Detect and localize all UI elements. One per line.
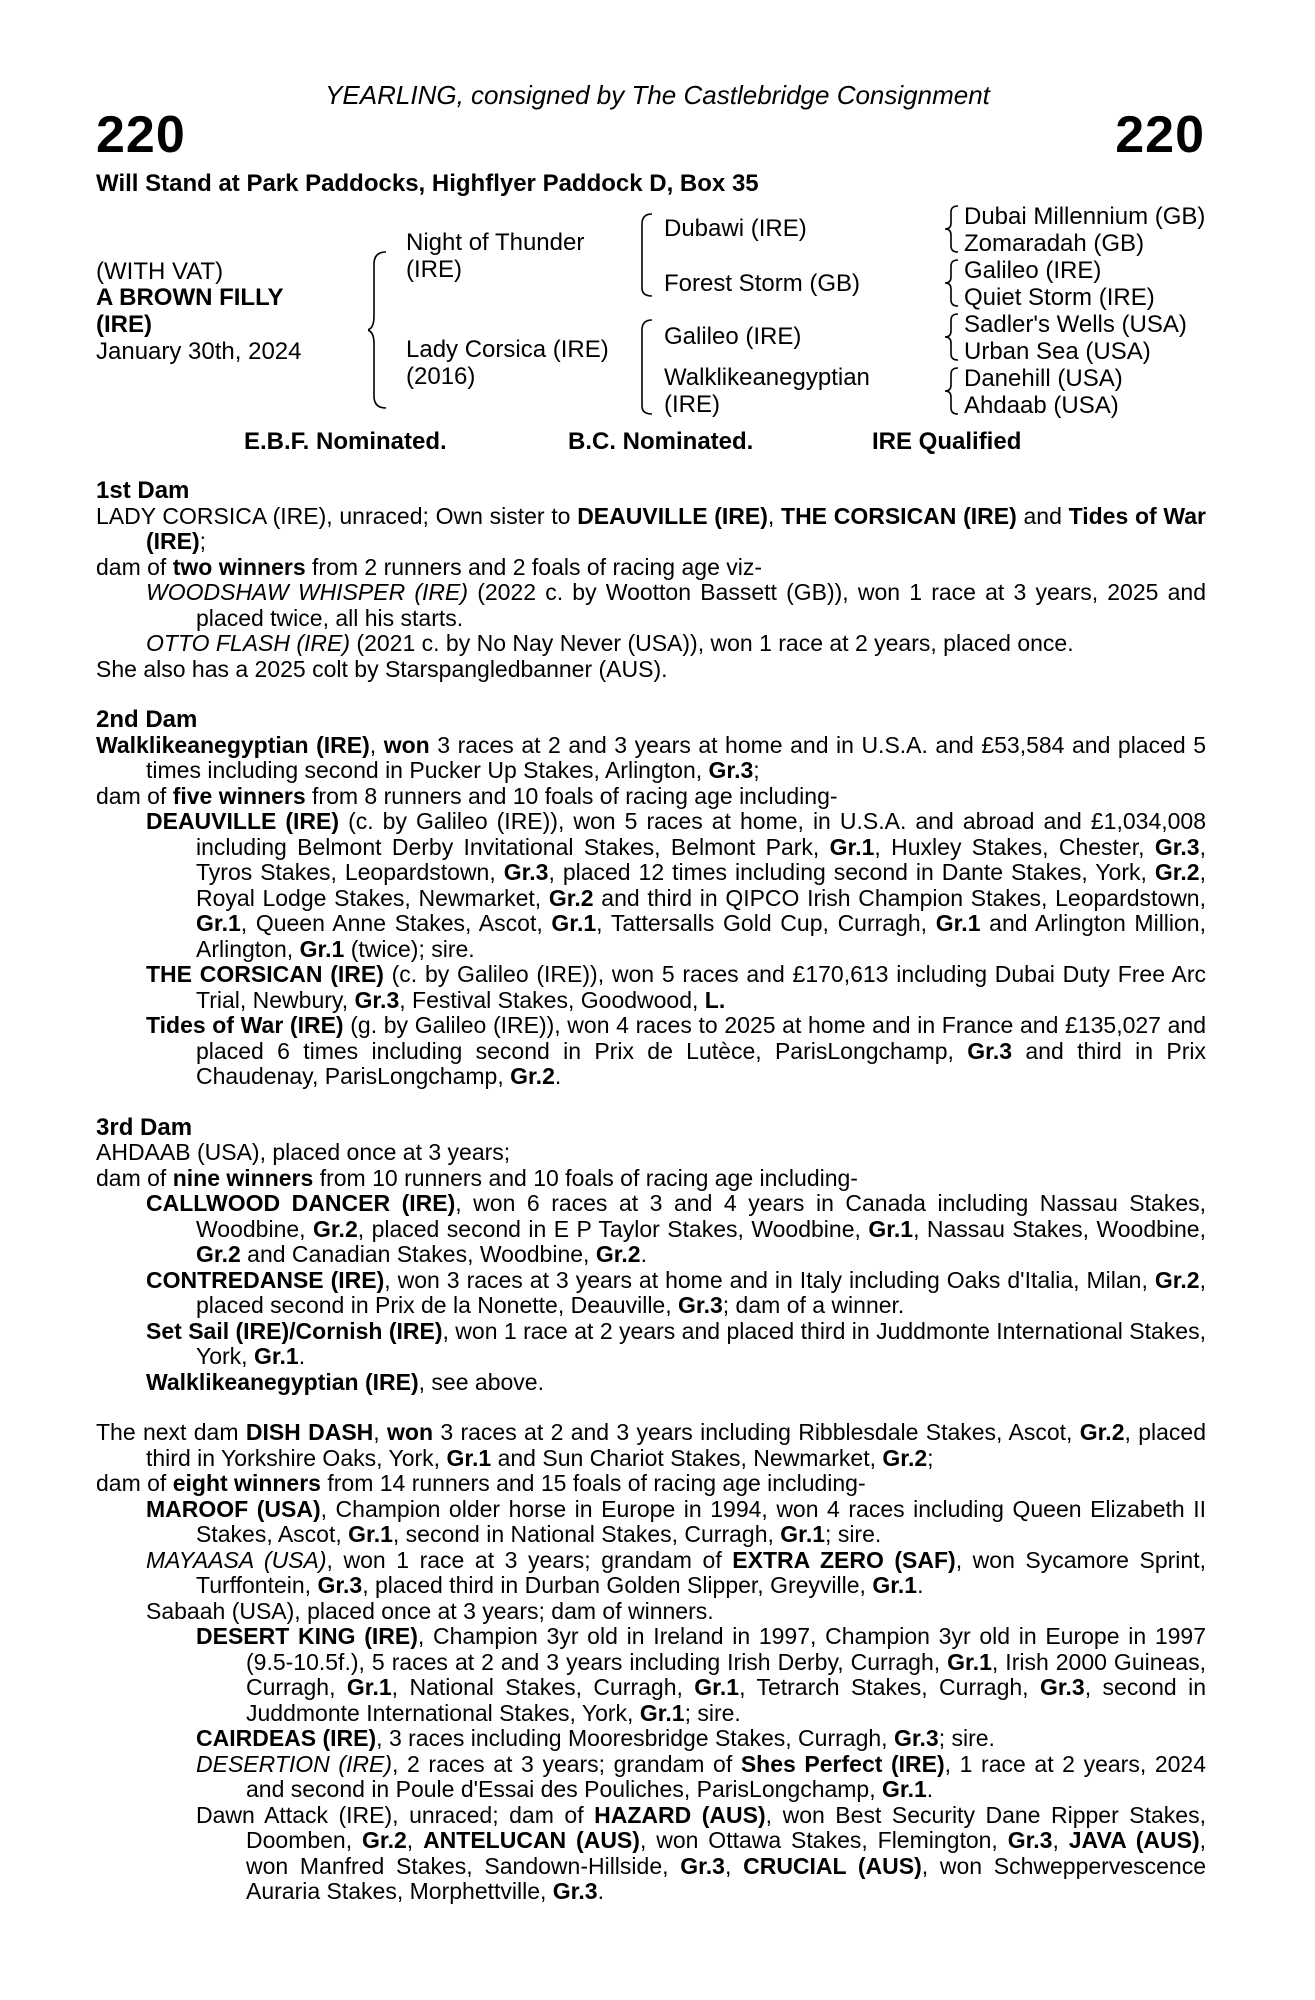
- dam-dam-line2: (IRE): [664, 391, 720, 418]
- second-dam-produce-summary: dam of five winners from 8 runners and 10 foals of racing age including-: [96, 782, 838, 809]
- sire-sire: Dubawi (IRE): [664, 215, 807, 242]
- second-dam-produce-tides: Tides of War (IRE) (g. by Galileo (IRE)), won 4 races to 2025 at home and in France and £135,027 and placed 6 times including second in Prix de Lutèce, ParisLongchamp, Gr.3 and third in Prix Chaudenay, ParisLongchamp, Gr.2.: [146, 1012, 1206, 1089]
- sabaah-produce-desertion: DESERTION (IRE), 2 races at 3 years; grandam of Shes Perfect (IRE), 1 race at 2 years, 2024 and second in Poule d'Essai des Pouliches, ParisLongchamp, Gr.1.: [196, 1750, 1206, 1802]
- next-dam-line: The next dam DISH DASH, won 3 races at 2 and 3 years including Ribblesdale Stakes, Ascot, Gr.2, placed third in Yorkshire Oaks, York, Gr.1 and Sun Chariot Stakes, Newmarket, Gr.2;: [96, 1419, 1206, 1471]
- consignor-subtitle: YEARLING, consigned by The Castlebridge Consignment: [325, 80, 990, 110]
- ebf-nominated: E.B.F. Nominated.: [244, 428, 447, 455]
- dds: Danehill (USA): [964, 365, 1123, 392]
- pedigree-brace-main: [368, 250, 392, 410]
- second-dam-produce-deauville: DEAUVILLE (IRE) (c. by Galileo (IRE)), won 5 races at home, in U.S.A. and abroad and £1,034,008 including Belmont Derby Invitational Stakes, Belmont Park, Gr.1, Huxley Stakes, Chester, Gr.3, Tyros Stakes, Leopardstown, Gr.3, placed 12 times including second in Dante Stakes, York, Gr.2, Royal Lodge Stakes, Newmarket, Gr.2 and third in QIPCO Irish Champion Stakes, Leopardstown, Gr.1, Queen Anne Stakes, Ascot, Gr.1, Tattersalls Gold Cup, Curragh, Gr.1 and Arlington Million, Arlington, Gr.1 (twice); sire.: [146, 808, 1207, 962]
- pedigree-brace-sire: [636, 212, 656, 298]
- third-dam-line: AHDAAB (USA), placed once at 3 years;: [96, 1139, 511, 1165]
- sss: Dubai Millennium (GB): [964, 203, 1206, 230]
- third-dam-produce-contredanse: CONTREDANSE (IRE), won 3 races at 3 years at home and in Italy including Oaks d'Italia, Milan, Gr.2, placed second in Prix de la Nonette, Deauville, Gr.3; dam of a winner.: [146, 1266, 1206, 1318]
- sds: Galileo (IRE): [964, 257, 1102, 284]
- dss: Sadler's Wells (USA): [964, 311, 1187, 338]
- sdd: Quiet Storm (IRE): [964, 284, 1155, 311]
- next-dam-produce-mayaasa: MAYAASA (USA), won 1 race at 3 years; grandam of EXTRA ZERO (SAF), won Sycamore Sprint, Turffontein, Gr.3, placed third in Durban Golden Slipper, Greyville, Gr.1.: [146, 1546, 1206, 1598]
- pedigree-brace-4-3: [944, 312, 960, 362]
- first-dam-produce-2: OTTO FLASH (IRE) (2021 c. by No Nay Never (USA)), won 1 race at 2 years, placed once.: [146, 630, 1074, 656]
- sire-line1: Night of Thunder: [406, 229, 585, 256]
- second-dam-produce-corsican: THE CORSICAN (IRE) (c. by Galileo (IRE)), won 5 races and £170,613 including Dubai Duty Free Arc Trial, Newbury, Gr.3, Festival Stakes, Goodwood, L.: [146, 961, 1206, 1013]
- third-dam-heading: 3rd Dam: [96, 1113, 193, 1141]
- next-dam-produce-maroof: MAROOF (USA), Champion older horse in Europe in 1994, won 4 races including Queen Elizabeth II Stakes, Ascot, Gr.1, second in National Stakes, Curragh, Gr.1; sire.: [146, 1495, 1206, 1547]
- ire-qualified: IRE Qualified: [872, 428, 1022, 455]
- pedigree-narrative: [96, 478, 1206, 1905]
- second-dam-line: Walklikeanegyptian (IRE), won 3 races at 2 and 3 years at home and in U.S.A. and £53,584 and placed 5 times including second in Pucker Up Stakes, Arlington, Gr.3;: [96, 731, 1206, 783]
- pedigree-brace-4-4: [944, 366, 960, 416]
- dam-sire: Galileo (IRE): [664, 323, 802, 350]
- third-dam-produce-setsail: Set Sail (IRE)/Cornish (IRE), won 1 race at 2 years and placed third in Juddmonte International Stakes, York, Gr.1.: [146, 1317, 1206, 1369]
- third-dam-produce-walk: Walklikeanegyptian (IRE), see above.: [146, 1368, 544, 1395]
- first-dam-produce-summary: dam of two winners from 2 runners and 2 foals of racing age viz-: [96, 553, 763, 580]
- sire-dam: Forest Storm (GB): [664, 270, 861, 297]
- lot-number-right: 220: [1115, 106, 1205, 164]
- ssd: Zomaradah (GB): [964, 230, 1145, 257]
- first-dam-heading: 1st Dam: [96, 477, 190, 504]
- lot-number-left: 220: [96, 106, 186, 164]
- dsd: Urban Sea (USA): [964, 338, 1151, 365]
- pedigree-brace-4-1: [944, 204, 960, 254]
- sabaah-produce-dawn-attack: Dawn Attack (IRE), unraced; dam of HAZARD (AUS), won Best Security Dane Ripper Stakes, Doomben, Gr.2, ANTELUCAN (AUS), won Ottawa Stakes, Flemington, Gr.3, JAVA (AUS), won Manfred Stakes, Sandown-Hillside, Gr.3, CRUCIAL (AUS), won Schweppervescence Auraria Stakes, Morphettville, Gr.3.: [196, 1801, 1207, 1904]
- first-dam-foal-note: She also has a 2025 colt by Starspangledbanner (AUS).: [96, 655, 668, 682]
- dam-dam-line1: Walklikeanegyptian: [664, 364, 870, 391]
- subject-name-line1: A BROWN FILLY: [96, 284, 284, 311]
- third-dam-produce-callwood: CALLWOOD DANCER (IRE), won 6 races at 3 and 4 years in Canada including Nassau Stakes, Woodbine, Gr.2, placed second in E P Taylor Stakes, Woodbine, Gr.1, Nassau Stakes, Woodbine, Gr.2 and Canadian Stakes, Woodbine, Gr.2.: [146, 1190, 1206, 1267]
- dam-line1: Lady Corsica (IRE): [406, 336, 609, 363]
- sire-line2: (IRE): [406, 256, 462, 283]
- pedigree-brace-4-2: [944, 258, 960, 308]
- ddd: Ahdaab (USA): [964, 392, 1119, 419]
- sabaah-produce-cairdeas: CAIRDEAS (IRE), 3 races including Mooresbridge Stakes, Curragh, Gr.3; sire.: [196, 1725, 995, 1751]
- pedigree-brace-dam: [636, 318, 656, 416]
- third-dam-produce-summary: dam of nine winners from 10 runners and 10 foals of racing age including-: [96, 1164, 858, 1191]
- stand-location: Will Stand at Park Paddocks, Highflyer Paddock D, Box 35: [96, 170, 759, 197]
- first-dam-produce-1: WOODSHAW WHISPER (IRE) (2022 c. by Wootton Bassett (GB)), won 1 race at 3 years, 2025 and placed twice, all his starts.: [146, 579, 1206, 631]
- subject-name-line2: (IRE): [96, 311, 152, 338]
- subject-dob: January 30th, 2024: [96, 338, 302, 365]
- next-dam-produce-summary: dam of eight winners from 14 runners and 15 foals of racing age including-: [96, 1470, 866, 1496]
- second-dam-heading: 2nd Dam: [96, 706, 198, 733]
- dam-line2: (2016): [406, 363, 476, 390]
- first-dam-line: LADY CORSICA (IRE), unraced; Own sister to DEAUVILLE (IRE), THE CORSICAN (IRE) and Tides of War (IRE);: [96, 502, 1206, 554]
- sabaah-produce-desert-king: DESERT KING (IRE), Champion 3yr old in Ireland in 1997, Champion 3yr old in Europe in 1997 (9.5-10.5f.), 5 races at 2 and 3 years including Irish Derby, Curragh, Gr.1, Irish 2000 Guineas, Curragh, Gr.1, National Stakes, Curragh, Gr.1, Tetrarch Stakes, Curragh, Gr.3, second in Juddmonte International Stakes, York, Gr.1; sire.: [196, 1623, 1207, 1726]
- vat-label: (WITH VAT): [96, 258, 224, 285]
- next-dam-produce-sabaah: Sabaah (USA), placed once at 3 years; dam of winners.: [146, 1597, 714, 1624]
- bc-nominated: B.C. Nominated.: [568, 428, 754, 455]
